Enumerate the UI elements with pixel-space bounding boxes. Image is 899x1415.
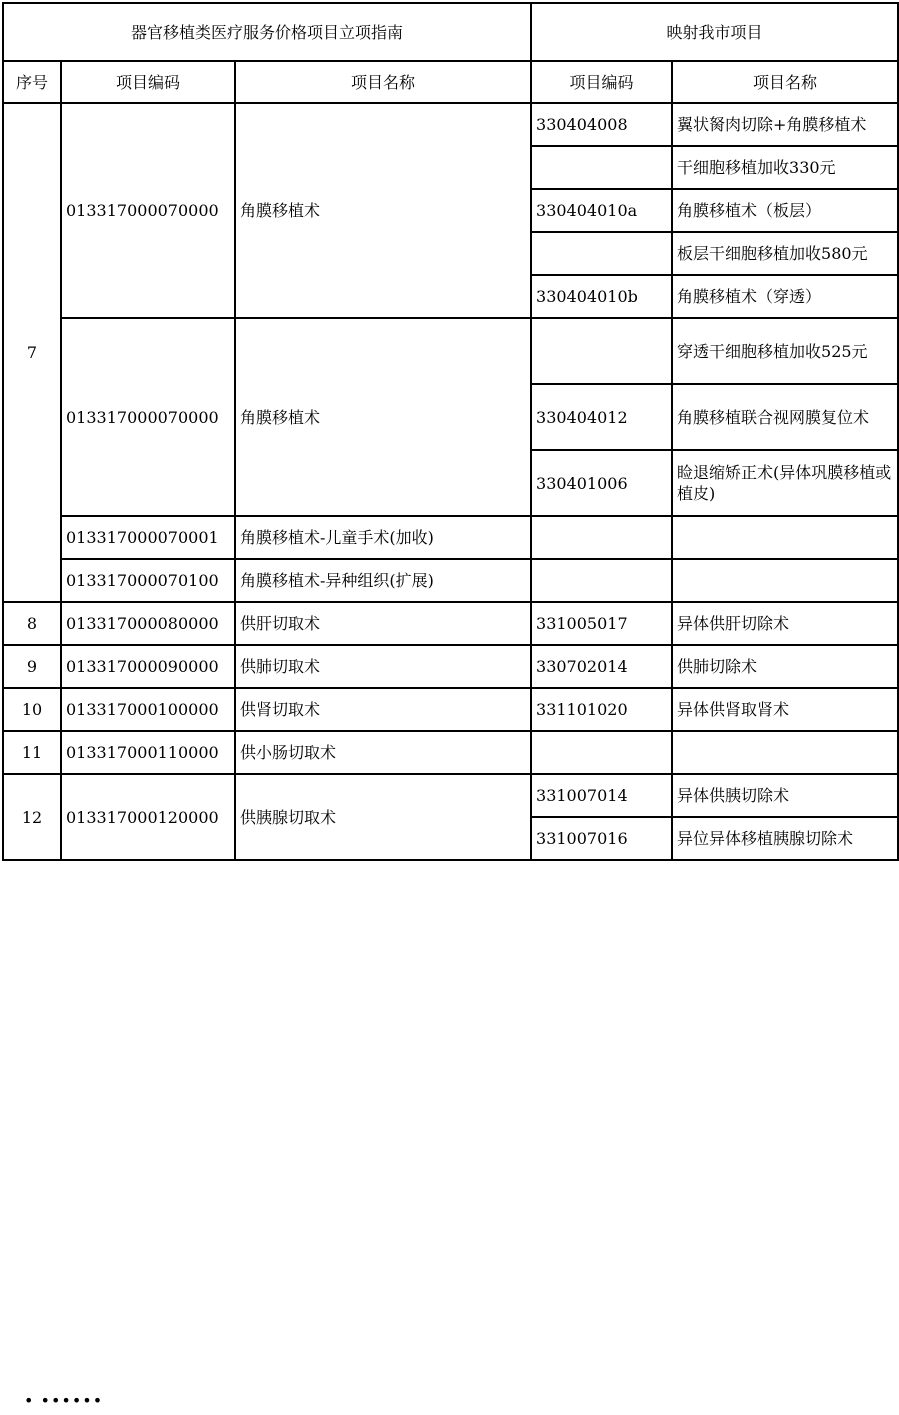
map-name-cell (672, 731, 898, 774)
map-code-cell (531, 559, 672, 602)
item-code-cell: 013317000100000 (61, 688, 235, 731)
map-name-cell: 干细胞移植加收330元 (672, 146, 898, 189)
col-header-name: 项目名称 (235, 61, 531, 103)
map-code-cell (531, 318, 672, 384)
map-code-cell: 331101020 (531, 688, 672, 731)
item-code-cell: 013317000070000 (61, 103, 235, 318)
item-name-cell: 供胰腺切取术 (235, 774, 531, 860)
map-name-cell: 异位异体移植胰腺切除术 (672, 817, 898, 860)
map-name-cell: 异体供胰切除术 (672, 774, 898, 817)
seq-cell: 11 (3, 731, 61, 774)
left-section-title: 器官移植类医疗服务价格项目立项指南 (3, 3, 531, 61)
item-code-cell: 013317000110000 (61, 731, 235, 774)
item-code-cell: 013317000070000 (61, 318, 235, 516)
col-header-map-name: 项目名称 (672, 61, 898, 103)
item-code-cell: 013317000070100 (61, 559, 235, 602)
map-code-cell: 330702014 (531, 645, 672, 688)
item-code-cell: 013317000090000 (61, 645, 235, 688)
item-name-cell: 角膜移植术-儿童手术(加收) (235, 516, 531, 559)
map-name-cell: 穿透干细胞移植加收525元 (672, 318, 898, 384)
col-header-seq: 序号 (3, 61, 61, 103)
right-section-title: 映射我市项目 (531, 3, 898, 61)
seq-cell: 7 (3, 103, 61, 602)
map-code-cell: 331005017 (531, 602, 672, 645)
map-name-cell: 角膜移植术（穿透） (672, 275, 898, 318)
map-code-cell (531, 232, 672, 275)
seq-cell: 12 (3, 774, 61, 860)
item-name-cell: 角膜移植术-异种组织(扩展) (235, 559, 531, 602)
map-name-cell: 角膜移植联合视网膜复位术 (672, 384, 898, 450)
item-name-cell: 供肝切取术 (235, 602, 531, 645)
map-code-cell: 330404012 (531, 384, 672, 450)
item-name-cell: 角膜移植术 (235, 318, 531, 516)
seq-cell: 9 (3, 645, 61, 688)
price-mapping-table (2, 2, 899, 861)
map-name-cell: 角膜移植术（板层） (672, 189, 898, 232)
col-header-map-code: 项目编码 (531, 61, 672, 103)
col-header-code: 项目编码 (61, 61, 235, 103)
map-name-cell: 翼状胬肉切除+角膜移植术 (672, 103, 898, 146)
map-name-cell: 睑退缩矫正术(异体巩膜移植或植皮) (672, 450, 898, 516)
map-code-cell: 330401006 (531, 450, 672, 516)
item-code-cell: 013317000080000 (61, 602, 235, 645)
seq-cell: 10 (3, 688, 61, 731)
map-code-cell: 330404010b (531, 275, 672, 318)
map-code-cell: 330404008 (531, 103, 672, 146)
item-code-cell: 013317000070001 (61, 516, 235, 559)
map-name-cell: 板层干细胞移植加收580元 (672, 232, 898, 275)
item-name-cell: 供肺切取术 (235, 645, 531, 688)
item-name-cell: 角膜移植术 (235, 103, 531, 318)
map-name-cell: 异体供肝切除术 (672, 602, 898, 645)
seq-cell: 8 (3, 602, 61, 645)
map-name-cell (672, 516, 898, 559)
map-name-cell: 异体供肾取肾术 (672, 688, 898, 731)
map-code-cell (531, 516, 672, 559)
map-code-cell: 330404010a (531, 189, 672, 232)
map-code-cell: 331007016 (531, 817, 672, 860)
footer-dots: • •••••• (24, 1391, 104, 1410)
item-name-cell: 供肾切取术 (235, 688, 531, 731)
map-code-cell (531, 146, 672, 189)
item-code-cell: 013317000120000 (61, 774, 235, 860)
item-name-cell: 供小肠切取术 (235, 731, 531, 774)
map-name-cell: 供肺切除术 (672, 645, 898, 688)
map-code-cell (531, 731, 672, 774)
map-name-cell (672, 559, 898, 602)
map-code-cell: 331007014 (531, 774, 672, 817)
